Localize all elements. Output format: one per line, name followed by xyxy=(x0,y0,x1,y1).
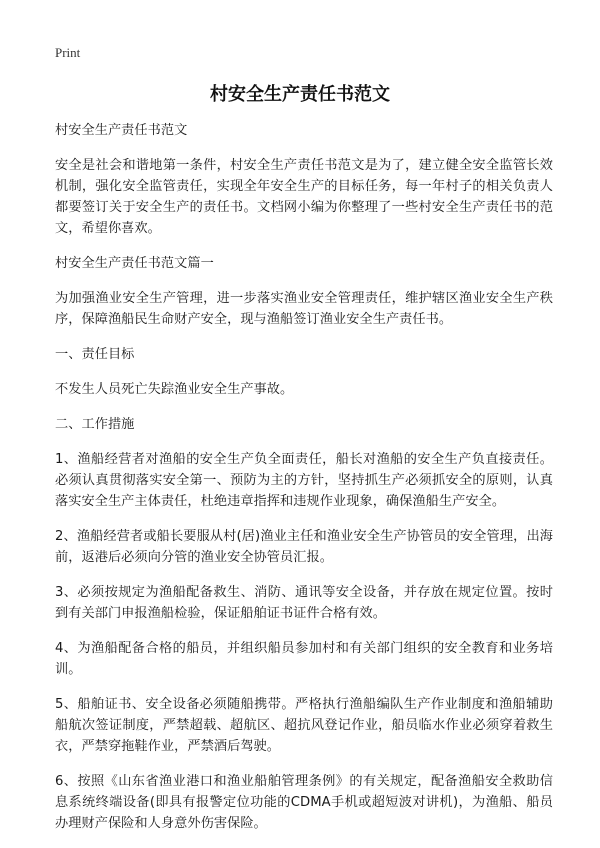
heading-work-measures: 二、工作措施 xyxy=(55,417,135,432)
measure-item-4: 4、为渔船配备合格的船员，并组织船员参加村和有关部门组织的安全教育和业务培训。 xyxy=(55,641,553,677)
measure-item-1: 1、渔船经营者对渔船的安全生产负全面责任，船长对渔船的安全生产负直接责任。必须认真贯彻落实安全第一、预防为主的方针，坚持抓生产必须抓安全的原则，认真落实安全生产主体责任，杜绝违章指挥和违规作业现象，确保渔船生产安全。 xyxy=(55,452,553,509)
page-title: 村安全生产责任书范文 xyxy=(210,84,390,105)
paragraph-goal: 不发生人员死亡失踪渔业安全生产事故。 xyxy=(55,382,294,397)
print-link[interactable]: Print xyxy=(55,45,81,60)
measure-item-2: 2、渔船经营者或船长要服从村(居)渔业主任和渔业安全生产协管员的安全管理，出海前，返港后必须向分管的渔业安全协管员汇报。 xyxy=(55,529,553,565)
measure-item-6: 6、按照《山东省渔业港口和渔业船舶管理条例》的有关规定，配备渔船安全救助信息系统终端设备(即具有报警定位功能的CDMA手机或超短波对讲机)，为渔船、船员办理财产保险和人身意外伤害保险。 xyxy=(55,774,553,831)
measure-item-3: 3、必须按规定为渔船配备救生、消防、通讯等安全设备，并存放在规定位置。按时到有关部门申报渔船检验，保证船舶证书证件合格有效。 xyxy=(55,585,553,621)
paragraph-intro: 安全是社会和谐地第一条件，村安全生产责任书范文是为了，建立健全安全监管长效机制，强化安全监管责任，实现全年安全生产的目标任务，每一年村子的相关负责人都要签订关于安全生产的责任书。文档网小编为你整理了一些村安全生产责任书的范文，希望你喜欢。 xyxy=(55,158,553,236)
document-body xyxy=(55,120,553,848)
paragraph-preamble: 为加强渔业安全生产管理，进一步落实渔业安全管理责任，维护辖区渔业安全生产秩序，保障渔船民生命财产安全，现与渔船签订渔业安全生产责任书。 xyxy=(55,291,553,327)
paragraph-section-heading: 村安全生产责任书范文篇一 xyxy=(55,256,214,271)
heading-responsibility-goal: 一、责任目标 xyxy=(55,347,135,362)
measure-item-5: 5、船舶证书、安全设备必须随船携带。严格执行渔船编队生产作业制度和渔船辅助船航次签证制度，严禁超载、超航区、超抗风登记作业，船员临水作业必须穿着救生衣，严禁穿拖鞋作业，严禁酒后驾驶。 xyxy=(55,697,553,754)
paragraph-subtitle: 村安全生产责任书范文 xyxy=(55,123,188,138)
